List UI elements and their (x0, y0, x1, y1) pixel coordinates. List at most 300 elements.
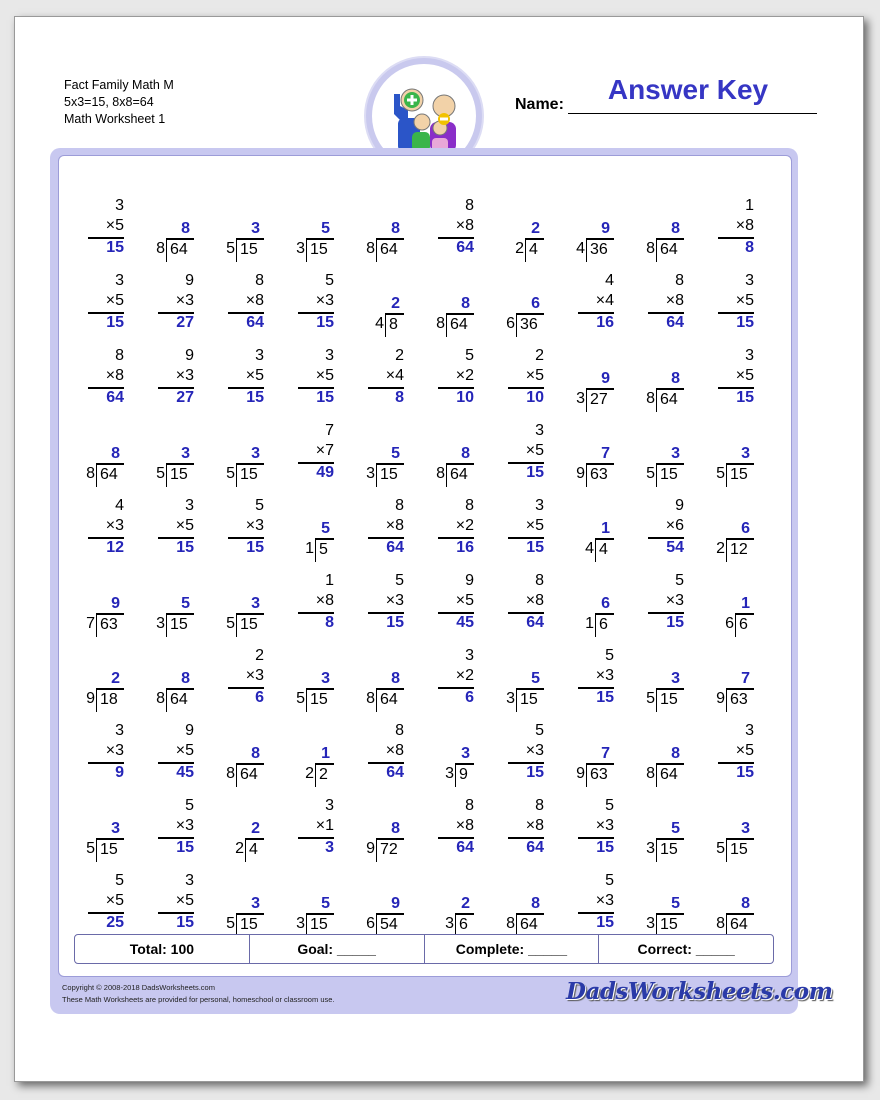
product-answer: 15 (596, 914, 614, 931)
quotient-answer: 5 (531, 670, 540, 687)
factor-bottom: ×5 (735, 292, 754, 309)
dividend: 12 (726, 538, 754, 562)
division-problem (624, 796, 684, 864)
product-answer: 15 (526, 464, 544, 481)
product-answer: 8 (745, 239, 754, 256)
quotient-answer: 8 (741, 895, 750, 912)
division-problem (134, 421, 194, 489)
copyright-notice (62, 982, 335, 1006)
quotient-answer: 1 (321, 745, 330, 762)
division-problem (344, 421, 404, 489)
divisor: 3 (646, 915, 655, 932)
divisor: 5 (296, 690, 305, 707)
division-problem (274, 196, 334, 264)
factor-bottom: ×2 (455, 667, 474, 684)
division-problem (344, 871, 404, 939)
quotient-answer: 6 (531, 295, 540, 312)
divisor: 9 (576, 765, 585, 782)
factor-bottom: ×8 (525, 592, 544, 609)
dividend: 18 (96, 688, 124, 712)
quotient-answer: 8 (391, 820, 400, 837)
factor-bottom: ×3 (595, 817, 614, 834)
dividend: 15 (306, 913, 334, 937)
dividend: 64 (656, 388, 684, 412)
divisor: 1 (585, 615, 594, 632)
factor-bottom: ×5 (105, 217, 124, 234)
division-problem (204, 196, 264, 264)
product-answer: 64 (456, 839, 474, 856)
dividend: 15 (236, 613, 264, 637)
factor-bottom: ×5 (735, 367, 754, 384)
product-answer: 15 (316, 389, 334, 406)
goal-field[interactable]: Goal: _____ (250, 935, 425, 963)
factor-top: 2 (255, 647, 264, 664)
product-answer: 15 (596, 839, 614, 856)
dividend: 64 (166, 238, 194, 262)
name-label: Name: (515, 96, 564, 113)
division-problem (274, 721, 334, 789)
product-answer: 6 (465, 689, 474, 706)
dividend: 64 (376, 688, 404, 712)
multiplication-problem (624, 571, 684, 639)
divisor: 5 (646, 690, 655, 707)
product-answer: 64 (246, 314, 264, 331)
division-problem (624, 421, 684, 489)
factor-bottom: ×5 (105, 892, 124, 909)
divisor: 3 (296, 240, 305, 257)
divisor: 3 (296, 915, 305, 932)
product-answer: 64 (456, 239, 474, 256)
divisor: 3 (506, 690, 515, 707)
divisor: 5 (716, 840, 725, 857)
factor-bottom: ×3 (385, 592, 404, 609)
factor-bottom: ×8 (245, 292, 264, 309)
dividend: 64 (166, 688, 194, 712)
factor-top: 2 (395, 347, 404, 364)
product-answer: 54 (666, 539, 684, 556)
quotient-answer: 3 (671, 670, 680, 687)
multiplication-problem (64, 721, 124, 789)
division-problem (414, 871, 474, 939)
divisor: 6 (366, 915, 375, 932)
factor-bottom: ×8 (455, 817, 474, 834)
factor-bottom: ×3 (525, 742, 544, 759)
product-answer: 15 (246, 389, 264, 406)
dividend: 15 (656, 463, 684, 487)
factor-bottom: ×8 (385, 517, 404, 534)
correct-field[interactable]: Correct: _____ (637, 941, 735, 957)
product-answer: 15 (176, 539, 194, 556)
division-problem (484, 271, 544, 339)
multiplication-problem (344, 496, 404, 564)
factor-bottom: ×2 (455, 517, 474, 534)
division-problem (204, 571, 264, 639)
factor-top: 5 (675, 572, 684, 589)
divisor: 5 (716, 465, 725, 482)
factor-top: 8 (535, 797, 544, 814)
multiplication-problem (694, 721, 754, 789)
factor-bottom: ×5 (175, 892, 194, 909)
dividend: 5 (315, 538, 334, 562)
quotient-answer: 3 (461, 745, 470, 762)
multiplication-problem (204, 346, 264, 414)
product-answer: 64 (526, 614, 544, 631)
product-answer: 8 (395, 389, 404, 406)
division-problem (554, 346, 614, 414)
division-problem (344, 271, 404, 339)
dividend: 36 (586, 238, 614, 262)
usage-line: These Math Worksheets are provided for personal, homeschool or classroom use. (62, 995, 335, 1004)
worksheet-header (64, 77, 174, 128)
division-problem (624, 646, 684, 714)
multiplication-problem (624, 271, 684, 339)
multiplication-problem (484, 346, 544, 414)
factor-bottom: ×5 (175, 517, 194, 534)
quotient-answer: 7 (741, 670, 750, 687)
factor-bottom: ×8 (385, 742, 404, 759)
dividend: 72 (376, 838, 404, 862)
product-answer: 15 (736, 389, 754, 406)
division-problem (694, 571, 754, 639)
factor-top: 3 (465, 647, 474, 664)
multiplication-problem (554, 871, 614, 939)
quotient-answer: 1 (601, 520, 610, 537)
multiplication-problem (694, 346, 754, 414)
product-answer: 15 (666, 614, 684, 631)
multiplication-problem (64, 271, 124, 339)
divisor: 3 (366, 465, 375, 482)
division-problem (64, 796, 124, 864)
multiplication-problem (484, 421, 544, 489)
factor-bottom: ×8 (735, 217, 754, 234)
dividend: 27 (586, 388, 614, 412)
dividend: 15 (166, 613, 194, 637)
division-problem (624, 196, 684, 264)
dividend: 36 (516, 313, 544, 337)
divisor: 5 (226, 465, 235, 482)
divisor: 6 (506, 315, 515, 332)
divisor: 7 (86, 615, 95, 632)
factor-bottom: ×4 (595, 292, 614, 309)
quotient-answer: 3 (251, 220, 260, 237)
divisor: 8 (226, 765, 235, 782)
quotient-answer: 3 (321, 670, 330, 687)
quotient-answer: 7 (601, 445, 610, 462)
factor-top: 8 (395, 497, 404, 514)
division-problem (344, 196, 404, 264)
factor-top: 8 (465, 497, 474, 514)
dividend: 15 (376, 463, 404, 487)
factor-bottom: ×3 (175, 367, 194, 384)
dividend: 15 (656, 913, 684, 937)
multiplication-problem (414, 346, 474, 414)
multiplication-problem (274, 571, 334, 639)
worksheet-number: Math Worksheet 1 (64, 112, 166, 126)
factor-top: 5 (255, 497, 264, 514)
factor-top: 5 (535, 722, 544, 739)
multiplication-problem (414, 196, 474, 264)
factor-top: 3 (745, 347, 754, 364)
multiplication-problem (64, 871, 124, 939)
divisor: 8 (646, 390, 655, 407)
division-problem (64, 421, 124, 489)
division-problem (694, 646, 754, 714)
quotient-answer: 3 (741, 445, 750, 462)
multiplication-problem (344, 346, 404, 414)
factor-top: 8 (535, 572, 544, 589)
dividend: 6 (735, 613, 754, 637)
dividend: 15 (516, 688, 544, 712)
quotient-answer: 3 (251, 895, 260, 912)
divisor: 8 (646, 765, 655, 782)
multiplication-problem (554, 271, 614, 339)
division-problem (274, 871, 334, 939)
factor-top: 7 (325, 422, 334, 439)
divisor: 9 (716, 690, 725, 707)
multiplication-problem (344, 721, 404, 789)
multiplication-problem (134, 496, 194, 564)
factor-bottom: ×5 (525, 517, 544, 534)
division-problem (484, 646, 544, 714)
dividend: 15 (236, 913, 264, 937)
division-problem (414, 271, 474, 339)
quotient-answer: 8 (391, 220, 400, 237)
product-answer: 8 (325, 614, 334, 631)
multiplication-problem (414, 796, 474, 864)
divisor: 2 (305, 765, 314, 782)
quotient-answer: 8 (461, 445, 470, 462)
divisor: 5 (646, 465, 655, 482)
dividend: 15 (656, 838, 684, 862)
factor-bottom: ×5 (525, 442, 544, 459)
factor-bottom: ×5 (315, 367, 334, 384)
dividend: 64 (376, 238, 404, 262)
quotient-answer: 5 (321, 520, 330, 537)
division-problem (694, 496, 754, 564)
factor-bottom: ×3 (665, 592, 684, 609)
multiplication-problem (694, 271, 754, 339)
multiplication-problem (274, 421, 334, 489)
factor-top: 3 (325, 347, 334, 364)
dividend: 6 (455, 913, 474, 937)
divisor: 8 (366, 240, 375, 257)
division-problem (484, 871, 544, 939)
factor-top: 8 (465, 197, 474, 214)
dividend: 63 (726, 688, 754, 712)
factor-top: 5 (605, 647, 614, 664)
factor-top: 8 (395, 722, 404, 739)
divisor: 1 (305, 540, 314, 557)
product-answer: 27 (176, 314, 194, 331)
divisor: 8 (366, 690, 375, 707)
quotient-answer: 2 (111, 670, 120, 687)
factor-top: 4 (115, 497, 124, 514)
quotient-answer: 8 (181, 670, 190, 687)
factor-bottom: ×8 (315, 592, 334, 609)
dividend: 15 (726, 463, 754, 487)
dividend: 15 (306, 238, 334, 262)
divisor: 8 (436, 315, 445, 332)
divisor: 9 (86, 690, 95, 707)
multiplication-problem (64, 196, 124, 264)
dividend: 54 (376, 913, 404, 937)
factor-top: 3 (115, 197, 124, 214)
dividend: 15 (236, 238, 264, 262)
division-problem (694, 796, 754, 864)
factor-top: 3 (745, 272, 754, 289)
multiplication-problem (134, 796, 194, 864)
factor-top: 9 (185, 722, 194, 739)
division-problem (274, 496, 334, 564)
multiplication-problem (64, 346, 124, 414)
factor-top: 3 (535, 497, 544, 514)
quotient-answer: 8 (671, 370, 680, 387)
multiplication-problem (134, 346, 194, 414)
dividend: 15 (166, 463, 194, 487)
factor-bottom: ×3 (245, 667, 264, 684)
divisor: 3 (646, 840, 655, 857)
division-problem (554, 421, 614, 489)
product-answer: 3 (325, 839, 334, 856)
division-problem (134, 646, 194, 714)
division-problem (134, 196, 194, 264)
factor-bottom: ×2 (455, 367, 474, 384)
dividend: 64 (656, 238, 684, 262)
product-answer: 15 (736, 764, 754, 781)
complete-field[interactable]: Complete: _____ (425, 935, 600, 963)
dividend: 15 (306, 688, 334, 712)
name-line[interactable] (568, 112, 817, 114)
product-answer: 45 (176, 764, 194, 781)
quotient-answer: 5 (671, 820, 680, 837)
quotient-answer: 6 (601, 595, 610, 612)
dividend: 15 (726, 838, 754, 862)
division-problem (484, 196, 544, 264)
product-answer: 49 (316, 464, 334, 481)
division-problem (274, 646, 334, 714)
dividend: 15 (656, 688, 684, 712)
factor-top: 3 (535, 422, 544, 439)
factor-bottom: ×3 (105, 742, 124, 759)
quotient-answer: 3 (111, 820, 120, 837)
product-answer: 64 (526, 839, 544, 856)
copyright-line: Copyright © 2008-2018 DadsWorksheets.com (62, 983, 215, 992)
division-problem (624, 721, 684, 789)
division-problem (554, 571, 614, 639)
factor-top: 3 (745, 722, 754, 739)
product-answer: 15 (246, 539, 264, 556)
product-answer: 12 (106, 539, 124, 556)
divisor: 4 (576, 240, 585, 257)
division-problem (204, 421, 264, 489)
dividend: 64 (96, 463, 124, 487)
product-answer: 64 (666, 314, 684, 331)
factor-top: 5 (605, 797, 614, 814)
divisor: 2 (716, 540, 725, 557)
factor-bottom: ×5 (455, 592, 474, 609)
product-answer: 15 (176, 914, 194, 931)
product-answer: 9 (115, 764, 124, 781)
factor-top: 3 (185, 872, 194, 889)
multiplication-problem (134, 721, 194, 789)
multiplication-problem (484, 496, 544, 564)
divisor: 3 (445, 915, 454, 932)
division-problem (64, 571, 124, 639)
quotient-answer: 8 (461, 295, 470, 312)
division-problem (344, 646, 404, 714)
dividend: 63 (586, 463, 614, 487)
division-problem (344, 796, 404, 864)
worksheet-title: Fact Family Math M (64, 78, 174, 92)
factor-bottom: ×7 (315, 442, 334, 459)
product-answer: 16 (596, 314, 614, 331)
product-answer: 25 (106, 914, 124, 931)
quotient-answer: 8 (671, 220, 680, 237)
factor-top: 9 (185, 347, 194, 364)
factor-top: 5 (115, 872, 124, 889)
divisor: 2 (235, 840, 244, 857)
quotient-answer: 2 (391, 295, 400, 312)
dividend: 64 (446, 463, 474, 487)
factor-top: 3 (185, 497, 194, 514)
quotient-answer: 8 (531, 895, 540, 912)
product-answer: 6 (255, 689, 264, 706)
worksheet-subtitle: 5x3=15, 8x8=64 (64, 95, 154, 109)
quotient-answer: 3 (671, 445, 680, 462)
product-answer: 15 (106, 239, 124, 256)
factor-top: 8 (115, 347, 124, 364)
product-answer: 64 (386, 539, 404, 556)
dividend: 64 (236, 763, 264, 787)
quotient-answer: 8 (111, 445, 120, 462)
factor-bottom: ×3 (175, 292, 194, 309)
product-answer: 45 (456, 614, 474, 631)
quotient-answer: 3 (181, 445, 190, 462)
multiplication-problem (134, 871, 194, 939)
multiplication-problem (554, 796, 614, 864)
quotient-answer: 5 (391, 445, 400, 462)
factor-bottom: ×3 (595, 667, 614, 684)
multiplication-problem (484, 571, 544, 639)
score-footer (74, 934, 774, 964)
quotient-answer: 9 (601, 370, 610, 387)
divisor: 5 (156, 465, 165, 482)
quotient-answer: 9 (391, 895, 400, 912)
factor-bottom: ×5 (105, 292, 124, 309)
factor-bottom: ×3 (105, 517, 124, 534)
quotient-answer: 5 (321, 895, 330, 912)
divisor: 9 (576, 465, 585, 482)
divisor: 3 (445, 765, 454, 782)
division-problem (204, 796, 264, 864)
factor-top: 5 (605, 872, 614, 889)
factor-bottom: ×5 (245, 367, 264, 384)
dividend: 15 (236, 463, 264, 487)
division-problem (204, 871, 264, 939)
divisor: 8 (506, 915, 515, 932)
brand-logo: DadsWorksheets.com (566, 978, 833, 1005)
product-answer: 15 (176, 839, 194, 856)
divisor: 8 (86, 465, 95, 482)
divisor: 8 (156, 240, 165, 257)
product-answer: 15 (316, 314, 334, 331)
factor-top: 8 (675, 272, 684, 289)
divisor: 3 (156, 615, 165, 632)
factor-bottom: ×1 (315, 817, 334, 834)
division-problem (134, 571, 194, 639)
quotient-answer: 1 (741, 595, 750, 612)
multiplication-problem (204, 271, 264, 339)
